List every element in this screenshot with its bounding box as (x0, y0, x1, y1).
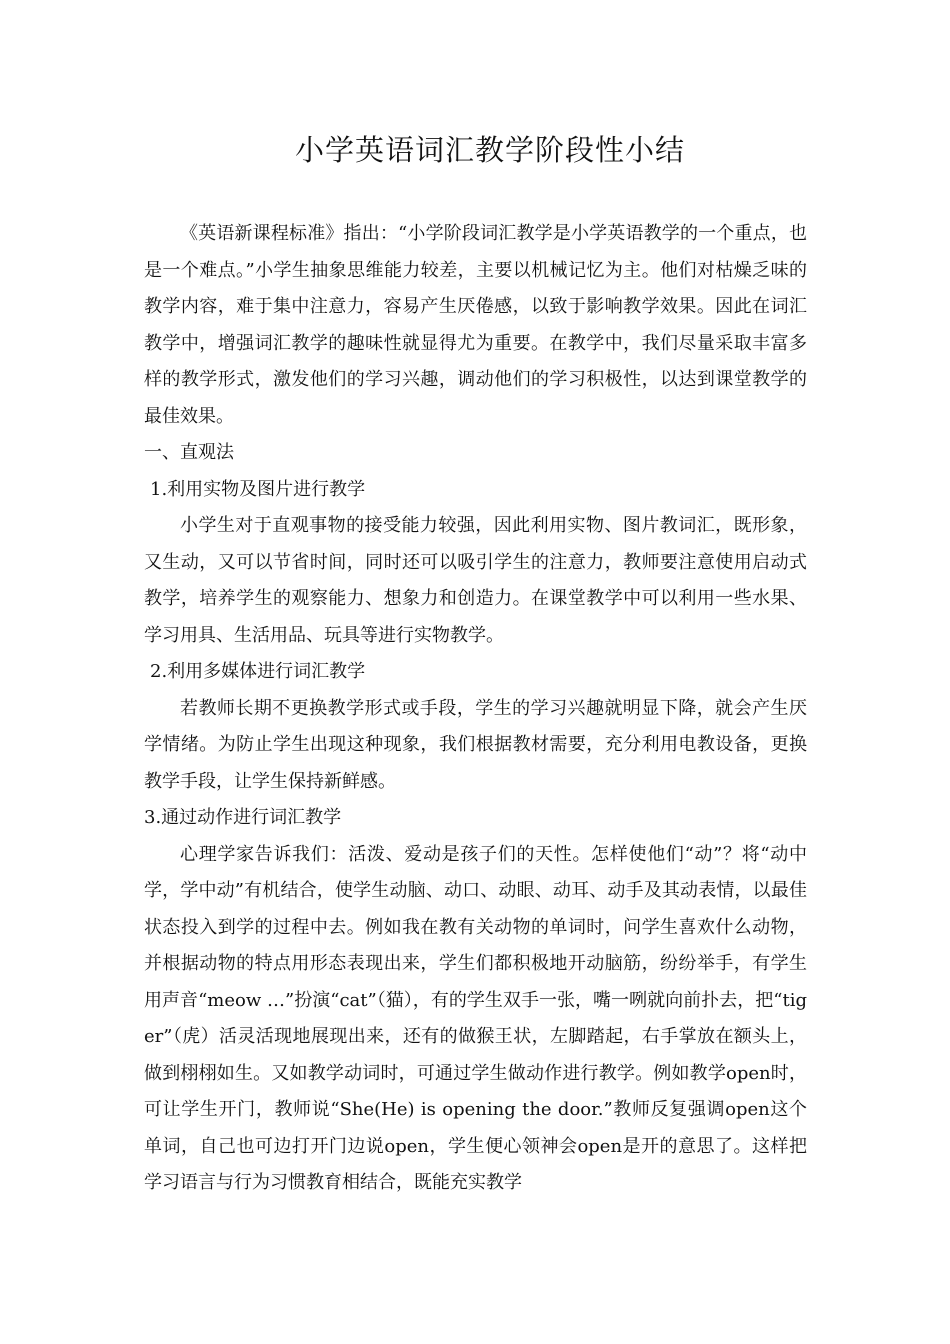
intro-paragraph: 《英语新课程标准》指出：“小学阶段词汇教学是小学英语教学的一个重点，也是一个难点。”小学生抽象思维能力较差，主要以机械记忆为主。他们对枯燥乏味的教学内容，难于集中注意力，容易产生厌倦感，以致于影响教学效果。因此在词汇教学中，增强词汇教学的趣味性就显得尤为重要。在教学中，我们尽量采取丰富多样的教学形式，激发他们的学习兴趣，调动他们的学习积极性，以达到课堂教学的最佳效果。 (144, 223, 807, 427)
subsection-heading-multimedia: 2.利用多媒体进行词汇教学 (150, 661, 366, 682)
multimedia-paragraph: 若教师长期不更换教学形式或手段，学生的学习兴趣就明显下降，就会产生厌学情绪。为防止学生出现这种现象，我们根据教材需要，充分利用电教设备，更换教学手段，让学生保持新鲜感。 (144, 697, 807, 792)
objects-pictures-paragraph: 小学生对于直观事物的接受能力较强，因此利用实物、图片教词汇，既形象，又生动，又可以节省时间，同时还可以吸引学生的注意力，教师要注意使用启动式教学，培养学生的观察能力、想象力和创造力。在课堂教学中可以利用一些水果、学习用具、生活用品、玩具等进行实物教学。 (144, 515, 807, 646)
subsection-heading-actions: 3.通过动作进行词汇教学 (144, 807, 342, 828)
document-body (144, 216, 807, 1202)
section-heading-intuitive-method: 一、直观法 (144, 442, 234, 463)
document-title: 小学英语词汇教学阶段性小结 (294, 133, 685, 167)
actions-paragraph: 心理学家告诉我们：活泼、爱动是孩子们的天性。怎样使他们“动”？将“动中学，学中动”有机结合，使学生动脑、动口、动眼、动耳、动手及其动表情，以最佳状态投入到学的过程中去。例如我在教有关动物的单词时，问学生喜欢什么动物，并根据动物的特点用形态表现出来，学生们都积极地开动脑筋，纷纷举手，有学生用声音“meow …”扮演“cat”（猫），有的学生双手一张，嘴一咧就向前扑去，把“tiger”（虎）活灵活现地展现出来，还有的做猴王状，左脚踏起，右手掌放在额头上，做到栩栩如生。又如教学动词时，可通过学生做动作进行教学。例如教学open时，可让学生开门，教师说“She(He) is opening the door.”教师反复强调open这个单词，自己也可边打开门边说open，学生便心领神会open是开的意思了。这样把学习语言与行为习惯教育相结合，既能充实教学 (144, 843, 807, 1193)
subsection-heading-objects-pictures: 1.利用实物及图片进行教学 (150, 478, 366, 500)
